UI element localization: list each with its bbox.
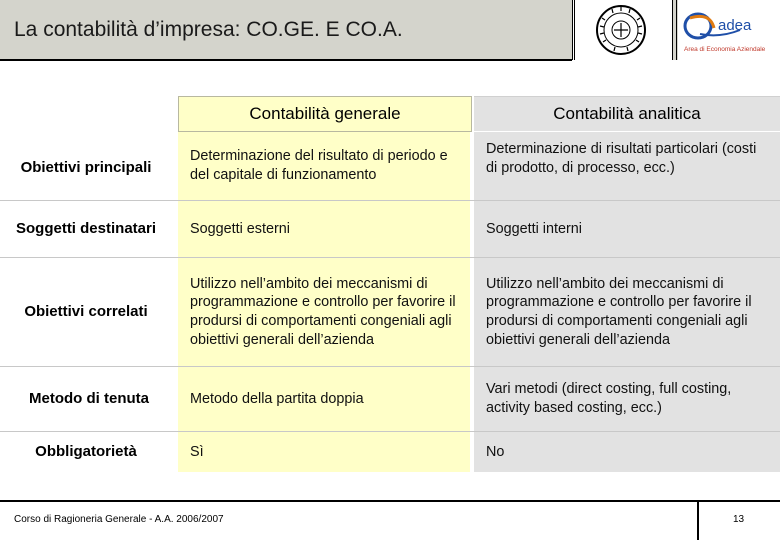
header-vline-3 (672, 0, 673, 60)
adea-logo-subtitle: Area di Economia Aziendale (684, 46, 766, 53)
row-label-metodo-di-tenuta: Metodo di tenuta (29, 390, 149, 408)
column-header-generale: Contabilità generale (178, 96, 472, 132)
header-vline-4 (676, 0, 677, 60)
cell-generale-obiettivi-correlati: Utilizzo nell’ambito dei meccanismi di programmazione e controllo per favorire il prodursi di comportamenti congeniali agli obiettivi generali dell’azienda (178, 258, 470, 366)
page-number: 13 (733, 514, 745, 525)
header-vline-1 (572, 0, 573, 60)
cell-analitica-obiettivi-principali: Determinazione di risultati particolari (costi di prodotto, di processo, ecc.) (474, 132, 780, 200)
university-seal-logo (592, 4, 650, 56)
cell-analitica-metodo-di-tenuta: Vari metodi (direct costing, full costing, activity based costing, ecc.) (474, 367, 780, 431)
row-label-obiettivi-principali: Obiettivi principali (20, 159, 152, 177)
cell-analitica-soggetti-destinatari: Soggetti interni (474, 201, 780, 257)
header-divider (0, 59, 572, 61)
cell-generale-metodo-di-tenuta: Metodo della partita doppia (178, 367, 470, 431)
row-label-obbligatorieta: Obbligatorietà (35, 443, 137, 461)
cell-analitica-obbligatorieta: No (474, 432, 780, 472)
column-header-analitica: Contabilità analitica (474, 96, 780, 131)
slide-title: La contabilità d’impresa: CO.GE. E CO.A. (14, 18, 403, 41)
cell-generale-obbligatorieta: Sì (178, 432, 470, 472)
cell-analitica-obiettivi-correlati: Utilizzo nell’ambito dei meccanismi di programmazione e controllo per favorire il prodursi di comportamenti congeniali agli obiettivi generali dell’azienda (474, 258, 780, 366)
adea-logo-text: adea (718, 17, 752, 34)
adea-logo (680, 4, 776, 56)
row-label-soggetti-destinatari: Soggetti destinatari (15, 220, 157, 238)
footer-divider (0, 500, 780, 502)
footer-course: Corso di Ragioneria Generale - A.A. 2006/2007 (14, 514, 224, 525)
cell-generale-soggetti-destinatari: Soggetti esterni (178, 201, 470, 257)
row-label-obiettivi-correlati: Obiettivi correlati (24, 303, 148, 321)
footer-vertical-divider (697, 500, 699, 540)
cell-generale-obiettivi-principali: Determinazione del risultato di periodo e del capitale di funzionamento (178, 132, 470, 200)
header-vline-2 (574, 0, 575, 60)
